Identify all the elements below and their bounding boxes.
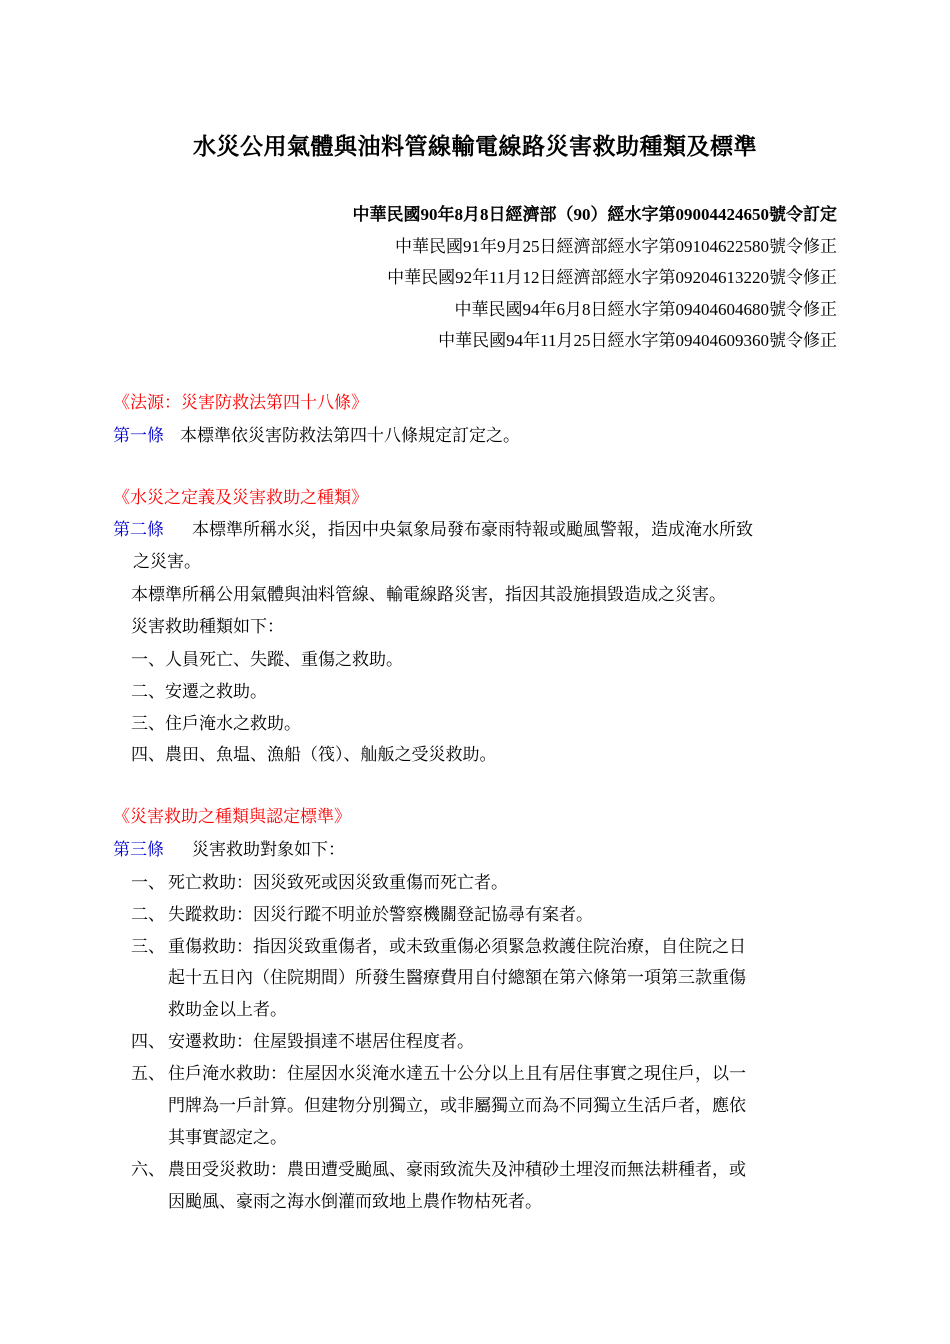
list-item: 三、住戶淹水之救助。 [131, 714, 301, 734]
list-item-text: 死亡救助：因災致死或因災致重傷而死亡者。 [168, 873, 508, 893]
history-line: 中華民國94年6月8日經水字第09404604680號令修正 [454, 299, 837, 319]
section-heading-definition: 《水災之定義及災害救助之種類》 [113, 488, 368, 508]
history-line: 中華民國90年8月8日經濟部（90）經水字第09004424650號令訂定 [352, 205, 837, 224]
list-item-text: 農田受災救助：農田遭受颱風、豪雨致流失及沖積砂土埋沒而無法耕種者，或 [168, 1160, 746, 1180]
list-item-text: 起十五日內（住院期間）所發生醫療費用自付總額在第六條第一項第三款重傷 [168, 968, 746, 988]
article-2-paragraph: 本標準所稱公用氣體與油料管線、輸電線路災害，指因其設施損毀造成之災害。 [131, 585, 726, 605]
section-heading-standards: 《災害救助之種類與認定標準》 [113, 807, 351, 827]
list-item-text: 安遷救助：住屋毀損達不堪居住程度者。 [168, 1032, 474, 1052]
list-item-number: 四、 [131, 1032, 165, 1052]
article-1-label: 第一條 [113, 426, 164, 446]
list-item-number: 三、 [131, 937, 165, 957]
article-2-paragraph: 災害救助種類如下： [131, 617, 284, 637]
article-2-label: 第二條 [113, 520, 164, 540]
list-item-number: 五、 [131, 1064, 165, 1084]
section-heading-legal-basis: 《法源：災害防救法第四十八條》 [113, 393, 368, 413]
list-item-text: 重傷救助：指因災致重傷者，或未致重傷必須緊急救護住院治療，自住院之日 [168, 937, 746, 957]
list-item-number: 二、 [131, 905, 165, 925]
list-item-number: 六、 [131, 1160, 165, 1180]
article-2-text-line: 本標準所稱水災，指因中央氣象局發布豪雨特報或颱風警報，造成淹水所致 [192, 520, 753, 540]
list-item-text: 救助金以上者。 [168, 1000, 287, 1020]
document-title: 水災公用氣體與油料管線輸電線路災害救助種類及標準 [193, 134, 757, 160]
history-line: 中華民國92年11月12日經濟部經水字第09204613220號令修正 [387, 268, 837, 287]
article-3-intro: 災害救助對象如下： [192, 840, 345, 860]
list-item-text: 住戶淹水救助：住屋因水災淹水達五十公分以上且有居住事實之現住戶，以一 [168, 1064, 746, 1084]
list-item-text: 因颱風、豪雨之海水倒灌而致地上農作物枯死者。 [168, 1192, 542, 1212]
list-item-number: 一、 [131, 873, 165, 893]
list-item-text: 門牌為一戶計算。但建物分別獨立，或非屬獨立而為不同獨立生活戶者，應依 [168, 1096, 746, 1116]
list-item: 一、人員死亡、失蹤、重傷之救助。 [131, 650, 403, 670]
history-line: 中華民國94年11月25日經水字第09404609360號令修正 [438, 331, 837, 350]
list-item-text: 其事實認定之。 [168, 1128, 287, 1148]
list-item: 四、農田、魚塭、漁船（筏）、舢舨之受災救助。 [131, 745, 497, 765]
history-line: 中華民國91年9月25日經濟部經水字第09104622580號令修正 [395, 236, 837, 256]
article-2-text-line: 之災害。 [133, 552, 201, 572]
list-item-text: 失蹤救助：因災行蹤不明並於警察機關登記協尋有案者。 [168, 905, 593, 925]
article-3-label: 第三條 [113, 840, 164, 860]
article-1-text: 本標準依災害防救法第四十八條規定訂定之。 [180, 426, 520, 446]
amendment-history [353, 199, 838, 357]
list-item: 二、安遷之救助。 [131, 682, 267, 702]
